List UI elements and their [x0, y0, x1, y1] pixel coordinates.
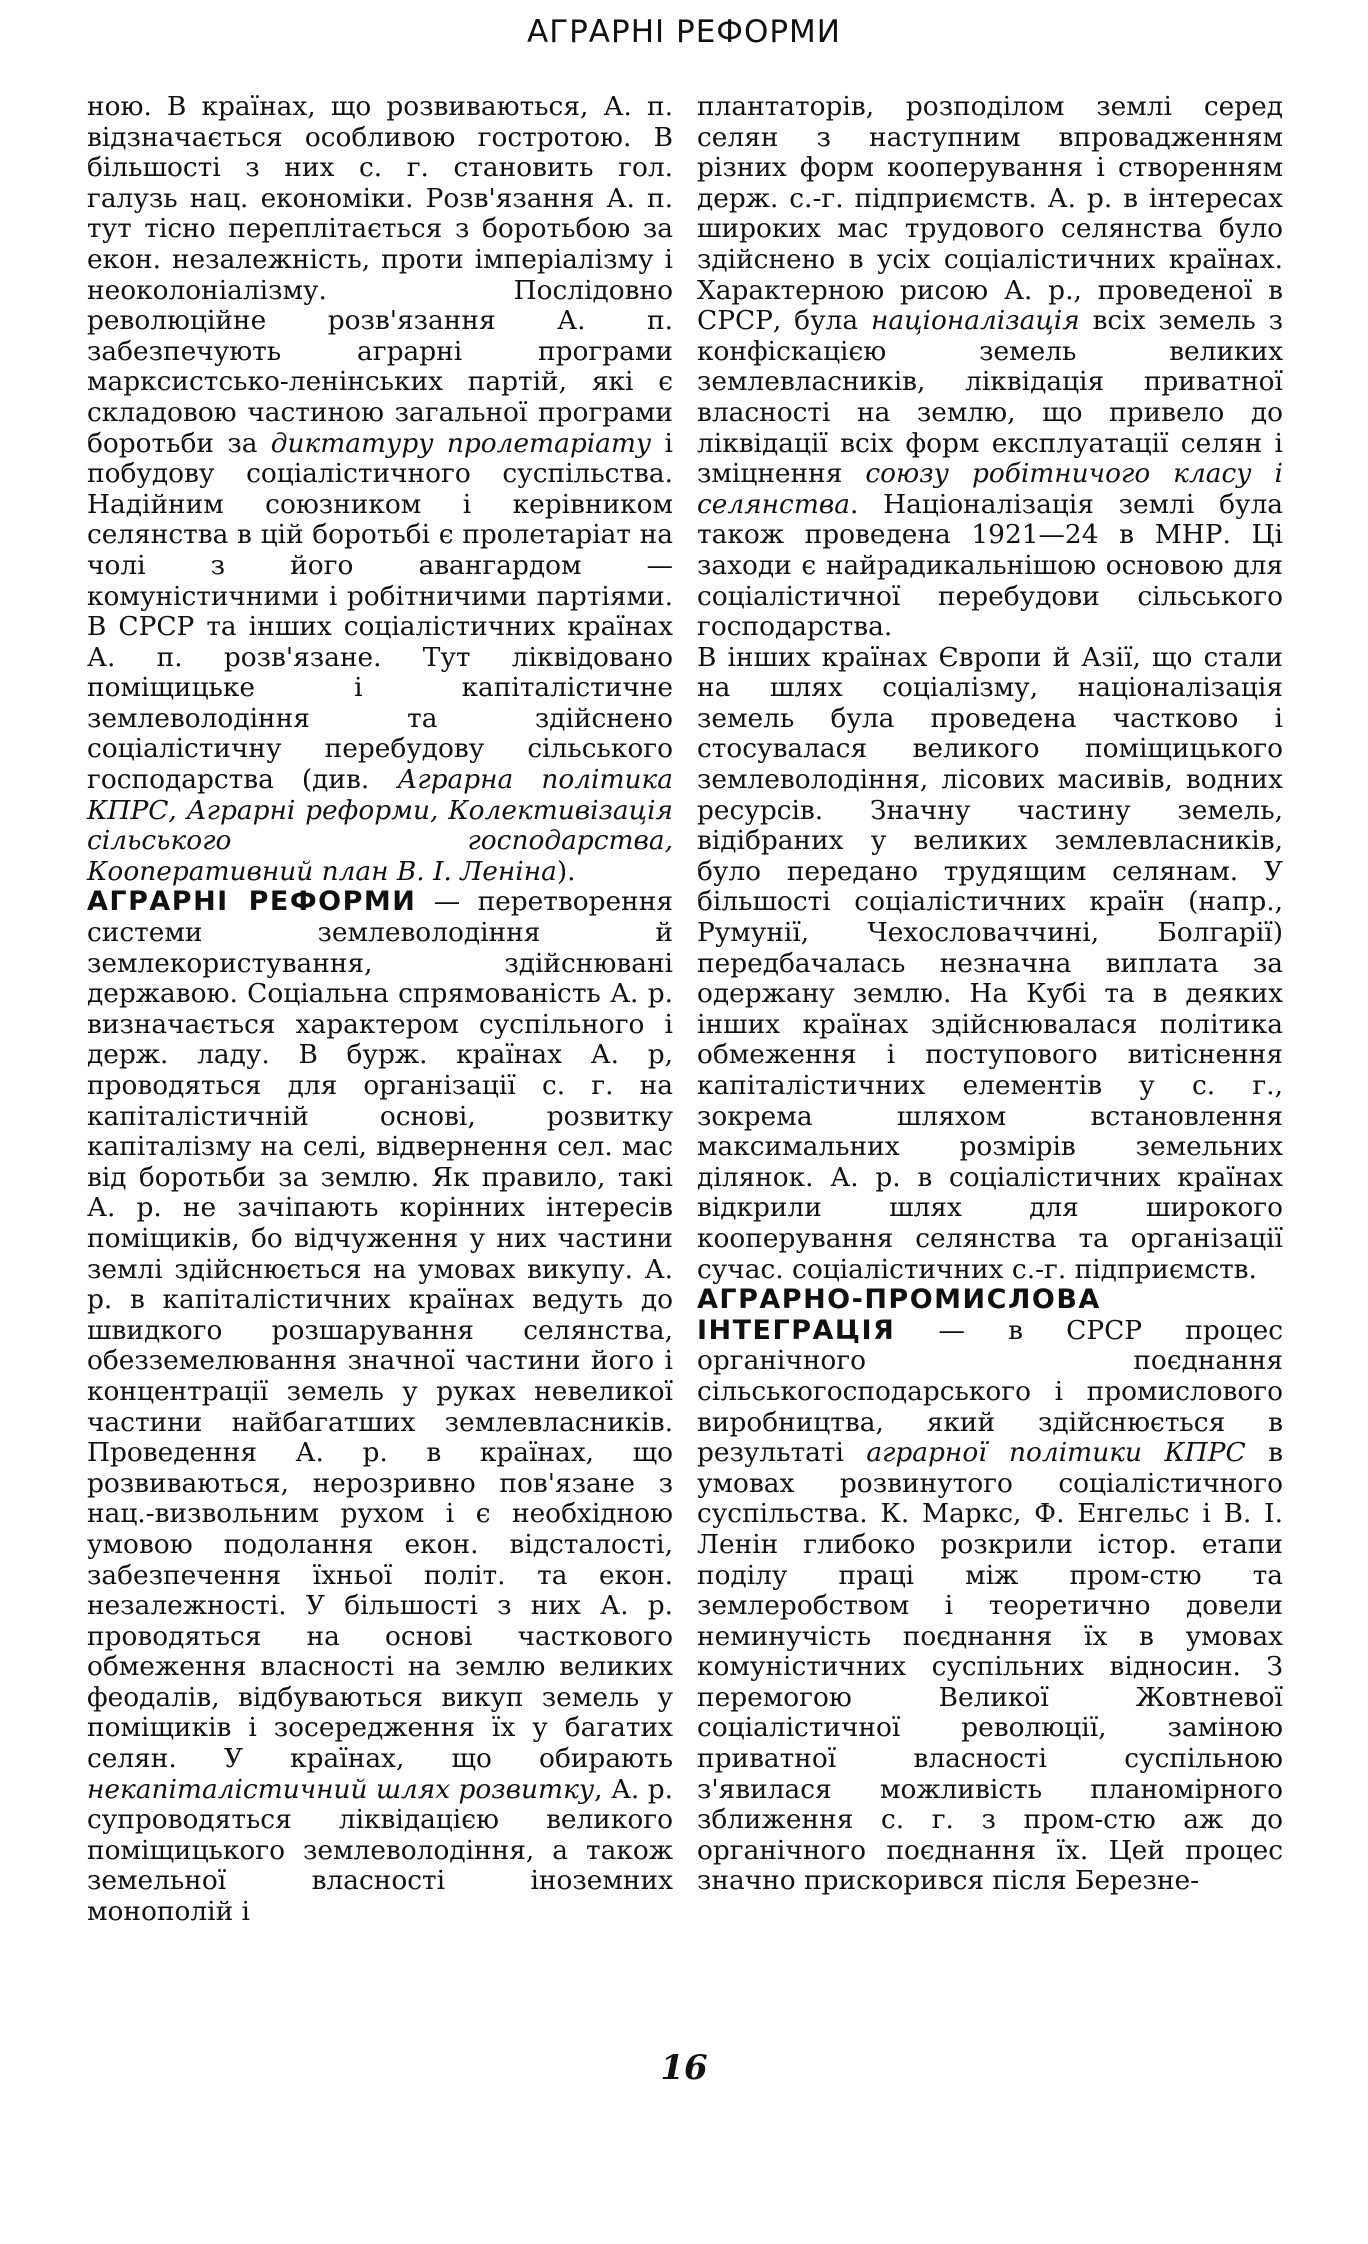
cross-reference: некапіталістичний шлях розвитку: [87, 1773, 595, 1805]
cross-reference: Аграрна політика КПРС, Аграрні реформи, Колективізація сільського господарства, Кооперативний план В. І. Леніна: [87, 764, 673, 887]
paragraph-socialist-reforms: плантаторів, розподілом землі серед селян з наступним впровадженням різних форм кооперування і створенням держ. с.-г. підприємств. А. р. в інтересах широких мас трудового селянства було здійснено в усіх соціалістичних країнах. Характерною рисою А. р., проведеної в СРСР, була націоналізація всіх земель з конфіскацією земель великих землевласників, ліквідація приватної власності на землю, що привело до ліквідації всіх форм експлуатації селян і зміцнення союзу робітничого класу і селянства. Націоналізація землі була також проведена 1921—24 в МНР. Ці заходи є найрадикальнішою основою для соціалістичної перебудови сільського господарства.: [697, 91, 1284, 643]
cross-reference: диктатуру пролетаріату: [270, 427, 652, 459]
cross-reference: націоналізація: [871, 305, 1080, 337]
cross-reference: союзу робітничого класу і селянства: [697, 458, 1283, 520]
left-column: [87, 92, 673, 1928]
paragraph-agrarian-question-end: ною. В країнах, що розвиваються, А. п. відзначається особливою гостротою. В більшості з них с. г. становить гол. галузь нац. економіки. Розв'язання А. п. тут тісно переплітається з боротьбою за екон. незалежність, проти імперіалізму і неоколоніалізму. Послідовно революційне розв'язання А. п. забезпечують аграрні програми марксистсько-ленінських партій, які є складовою частиною загальної програми боротьби за диктатуру пролетаріату і побудову соціалістичного суспільства. Надійним союзником і керівником селянства в цій боротьбі є пролетаріат на чолі з його авангардом — комуністичними і робітничими партіями. В СРСР та інших соціалістичних країнах А. п. розв'язане. Тут ліквідовано поміщицьке і капіталістичне землеволодіння та здійснено соціалістичну перебудову сільського господарства (див. Аграрна політика КПРС, Аграрні реформи, Колективізація сільського господарства, Кооперативний план В. І. Леніна).: [87, 91, 673, 887]
entry-agrarian-reforms: АГРАРНІ РЕФОРМИ — перетворення системи землеволодіння й землекористування, здійснювані державою. Соціальна спрямованість А. р. визначається характером суспільного і держ. ладу. В бурж. країнах А. р, проводяться для організації с. г. на капіталістичній основі, розвитку капіталізму на селі, відвернення сел. мас від боротьби за землю. Як правило, такі А. р. не зачіпають корінних інтересів поміщиків, бо відчуження у них частини землі здійснюється на умовах викупу. А. р. в капіталістичних країнах ведуть до швидкого розшарування селянства, обезземелювання значної частини його і концентрації земель у руках невеликої частини найбагатших землевласників. Проведення А. р. в країнах, що розвиваються, нерозривно пов'язане з нац.-визвольним рухом і є необхідною умовою подолання екон. відсталості, забезпечення їхньої політ. та екон. незалежності. У більшості з них А. р. проводяться на основі часткового обмеження власності на землю великих феодалів, відбуваються викуп земель у поміщиків і зосередження їх у багатих селян. У країнах, що обирають некапіталістичний шлях розвитку, А. р. супроводяться ліквідацією великого поміщицького землеволодіння, а також земельної власності іноземних монополій і: [87, 886, 674, 1928]
entry-heading: АГРАРНО-ПРОМИСЛОВА ІНТЕГРАЦІЯ: [697, 1284, 1101, 1346]
cross-reference: аграрної політики КПРС: [866, 1437, 1246, 1469]
page-number: 16: [660, 2048, 708, 2088]
running-header: АГРАРНІ РЕФОРМИ: [526, 14, 841, 50]
entry-heading: АГРАРНІ РЕФОРМИ: [87, 886, 417, 918]
right-column: [697, 92, 1283, 1897]
paragraph-europe-asia: В інших країнах Європи й Азії, що стали на шлях соціалізму, націоналізація земель була проведена частково і стосувалася великого поміщицького землеволодіння, лісових масивів, водних ресурсів. Значну частину земель, відібраних у великих землевласників, було передано трудящим селянам. У більшості соціалістичних країн (напр., Румунії, Чехословаччині, Болгарії) передбачалась незначна виплата за одержану землю. На Кубі та в деяких інших країнах здійснювалася політика обмеження і поступового витіснення капіталістичних елементів у с. г., зокрема шляхом встановлення максимальних розмірів земельних ділянок. А. р. в соціалістичних країнах відкрили шлях для широкого кооперування селянства та організації сучас. соціалістичних с.-г. підприємств.: [697, 641, 1283, 1285]
entry-agro-industrial-integration: АГРАРНО-ПРОМИСЛОВА ІНТЕГРАЦІЯ — в СРСР процес органічного поєднання сільськогосподарського і промислового виробництва, який здійснюється в результаті аграрної політики КПРС в умовах розвинутого соціалістичного суспільства. К. Маркс, Ф. Енгельс і В. І. Ленін глибоко розкрили істор. етапи поділу праці між пром-стю та землеробством і теоретично довели неминучість поєднання їх в умовах комуністичних суспільних відносин. З перемогою Великої Жовтневої соціалістичної революції, заміною приватної власності суспільною з'явилася можливість планомірного зближення с. г. з пром-стю аж до органічного поєднання їх. Цей процес значно прискорився після Березне-: [697, 1284, 1283, 1897]
